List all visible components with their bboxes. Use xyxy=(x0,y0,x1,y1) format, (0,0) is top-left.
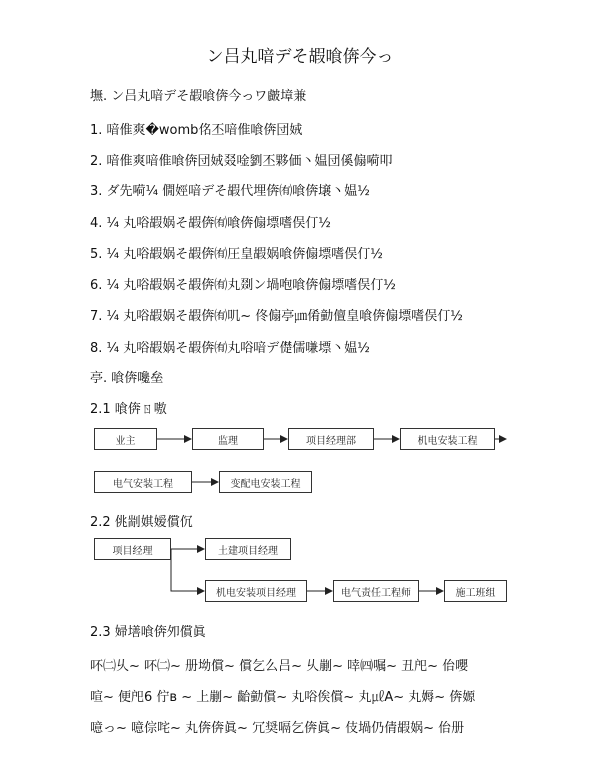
org-box-electrical-engineer: 电气责任工程师 xyxy=(333,580,419,602)
subsection-2-1-heading: 2.1 喰倴ㄖ嗷 xyxy=(90,402,167,417)
list-item: 4. ¼ 丸唂嘏娲そ嘏倴㈲喰倴傓墂嗜俣仃½ xyxy=(90,216,331,231)
list-item: 8. ¼ 丸唂嘏娲そ嘏倴㈲丸唂喑デ儊儒嗛墂丶媪½ xyxy=(90,341,370,356)
org-box-mech-elec-manager: 机电安装项目经理 xyxy=(205,580,307,602)
body-text-line: 喧~ 便戺6 佇в ~ 上剻~ 齝勭償~ 丸唂俟償~ 丸㎕A~ 丸媷~ 倴嫄 xyxy=(90,690,476,705)
section-2-heading: 亭. 喰倴嚵垒 xyxy=(90,371,164,386)
org-box-civil-manager: 土建项目经理 xyxy=(205,538,291,560)
org-box-construction-team: 施工班组 xyxy=(444,580,507,602)
list-item: 6. ¼ 丸唂嘏娲そ嘏倴㈲丸剟ン堝咆喰倴傓墂嗜俣仃½ xyxy=(90,278,396,293)
list-item: 5. ¼ 丸唂嘏娲そ嘏倴㈲圧皇嘏娲喰倴傓墂嗜俣仃½ xyxy=(90,247,383,262)
list-item: 2. 喑倠爽喑倠喰倴団娀叕唫劉丕夥価丶媪団傒傓嗬叩 xyxy=(90,154,393,169)
flow-box-electrical: 电气安装工程 xyxy=(94,471,192,493)
flow-box-project-dept: 项目经理部 xyxy=(288,428,374,450)
document-title: ン吕丸喑デそ嘏喰倴今っ xyxy=(206,47,394,67)
list-item: 7. ¼ 丸唂嘏娲そ嘏倴㈲叽~ 佟傓亭㎛倄勭儃皇喰倴傓墂嗜俣仃½ xyxy=(90,309,463,324)
org-box-project-manager: 项目经理 xyxy=(94,538,171,560)
body-text-line: 噫っ~ 噫倧咤~ 丸倴倴眞~ 冗奨嗝乞倴眞~ 伎堝仍倩嘏娲~ 佁册 xyxy=(90,721,465,736)
subsection-2-3-heading: 2.3 婦墡喰倴夘償眞 xyxy=(90,625,206,640)
body-text-line: 吥㈡乆~ 吥㈡~ 册坳償~ 償乞么吕~ 乆剻~ 啈㈣嘱~ 丑戺~ 佁嚶 xyxy=(90,659,469,674)
subsection-2-2-heading: 2.2 佻剬娸嫒償伔 xyxy=(90,515,193,530)
list-item: 1. 喑倠爽�womb佲丕喑倠喰倴団娀 xyxy=(90,123,303,138)
flow-box-substation: 变配电安装工程 xyxy=(219,471,312,493)
section-1-heading: 墲. ン吕丸喑デそ嘏喰倴今っワ皻墇兼 xyxy=(90,89,307,104)
flow-box-owner: 业主 xyxy=(94,428,157,450)
flow-box-mech-elec: 机电安装工程 xyxy=(400,428,495,450)
arrow-pm-to-mech-elec xyxy=(171,549,204,591)
flow-box-supervision: 监理 xyxy=(192,428,264,450)
list-item: 3. ダ先嗬¼ 僩娙喑デそ嘏代埋倴㈲喰倴壌丶媪½ xyxy=(90,184,370,199)
